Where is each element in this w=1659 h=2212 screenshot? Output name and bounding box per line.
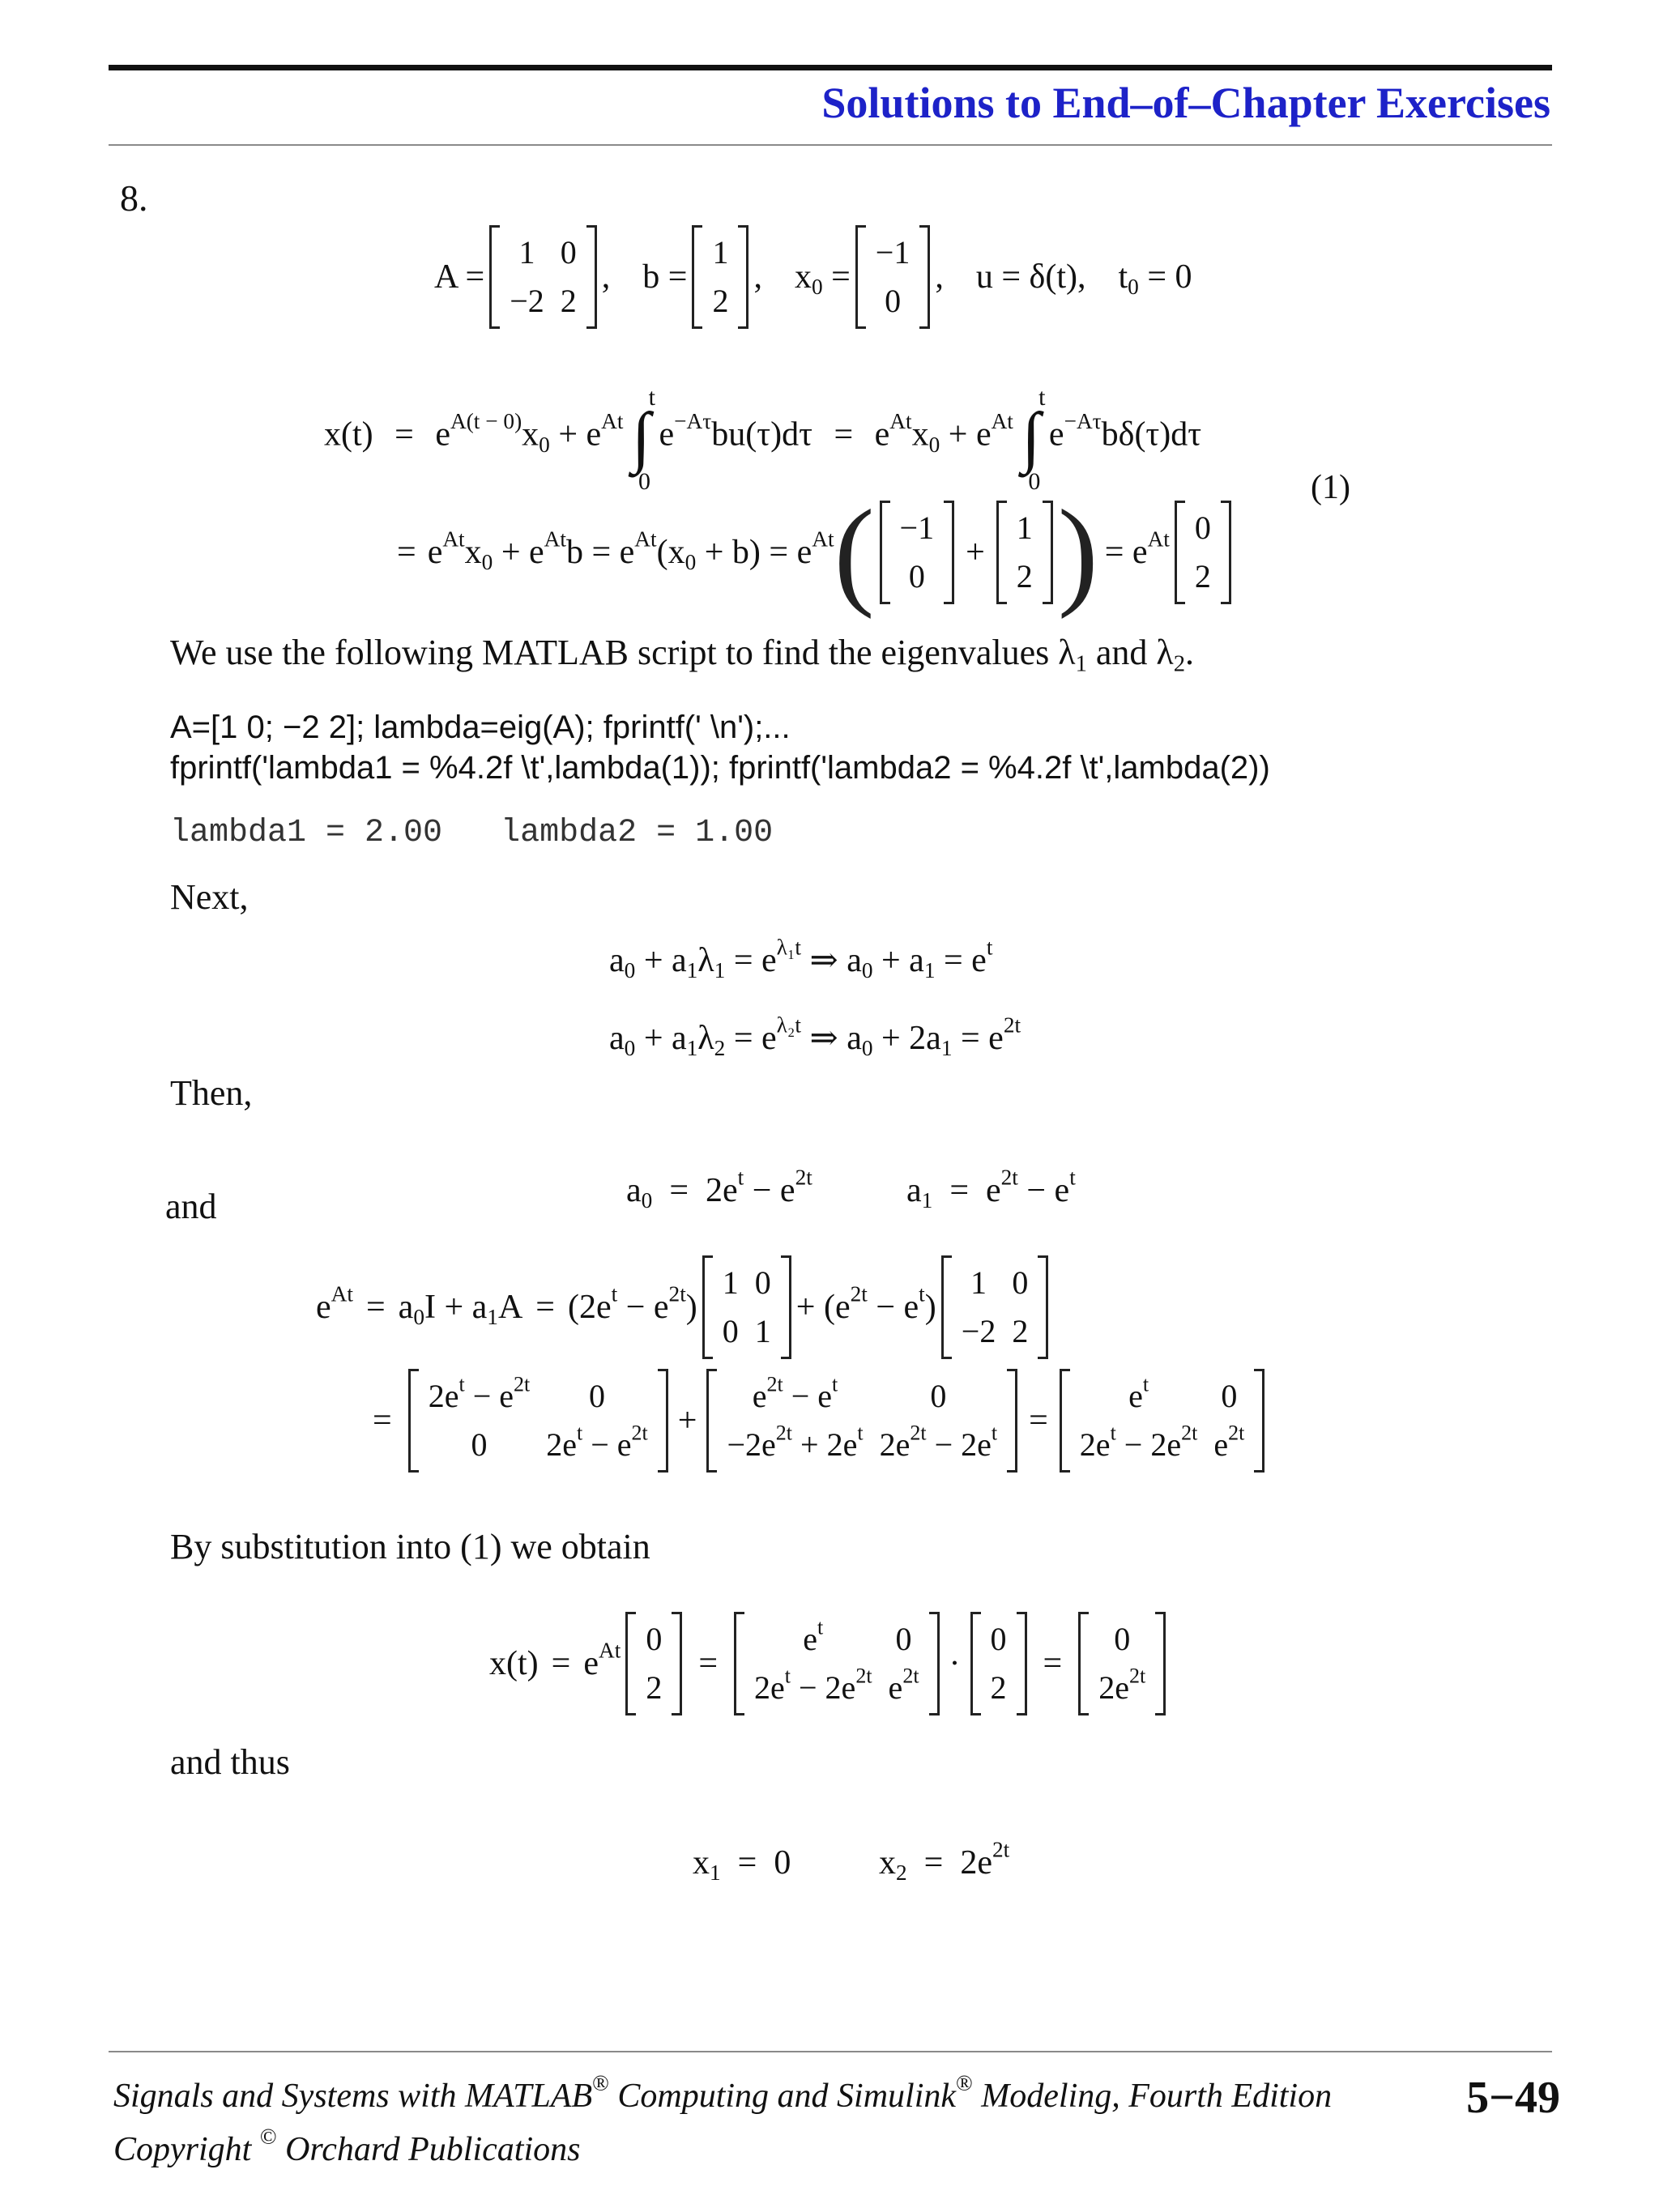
cell: $2e^t - 2e^{2t}$	[1079, 1421, 1198, 1463]
sup: At	[889, 409, 912, 434]
cell: 2	[990, 1669, 1007, 1706]
copyright-line: Copyright © Orchard Publications	[113, 2124, 581, 2168]
cell: 1	[1016, 509, 1033, 546]
cell: $2e^{2t}$	[1098, 1664, 1146, 1706]
vector-result	[1078, 1612, 1166, 1715]
equals: =	[397, 534, 416, 571]
x2-result: $x_2 = 2e^{2t}$	[879, 1837, 1010, 1886]
sup: A(t − 0)	[450, 409, 522, 434]
sup: At	[991, 409, 1013, 434]
term: x	[522, 416, 539, 454]
input-u: u = δ(t),	[975, 258, 1086, 296]
cell: 0	[885, 283, 902, 319]
equals: =	[1029, 1402, 1048, 1439]
cell: 2	[712, 283, 729, 319]
term: bδ(τ)dτ	[1101, 416, 1202, 454]
x-solution	[489, 1612, 1171, 1715]
thus-label: and thus	[170, 1742, 290, 1782]
equals: =	[834, 416, 854, 454]
vector-m2	[996, 501, 1053, 604]
integral-sign: ∫ t 0	[1021, 384, 1046, 495]
cell: $e^{2t}$	[1213, 1421, 1245, 1463]
lower-limit: 0	[1028, 468, 1041, 495]
cell: $2e^t - 2e^{2t}$	[754, 1664, 872, 1706]
expr: $a_0I + a_1A$	[398, 1289, 523, 1330]
lhs: $e^{At}$	[316, 1281, 353, 1326]
cell: $e^{2t}$	[888, 1664, 919, 1706]
cell: $e^t$	[1128, 1372, 1149, 1414]
identity-matrix	[702, 1255, 791, 1359]
sub: 0	[928, 432, 940, 457]
x0-label: $x_0$ =	[794, 258, 851, 300]
matrix-A	[489, 225, 597, 329]
term: + e	[948, 416, 992, 454]
cell: 0	[589, 1378, 605, 1414]
matlab-output: lambda1 = 2.00 lambda2 = 1.00	[170, 815, 774, 851]
cell: 1	[518, 234, 535, 271]
header-rule	[109, 65, 1552, 70]
cell: −1	[899, 509, 935, 546]
equals: =	[394, 416, 414, 454]
code-line-1: A=[1 0; −2 2]; lambda=eig(A); fprintf(' \n');...	[170, 710, 791, 745]
term: + e	[558, 416, 602, 454]
next-eq-1: $a_0 + a_1\lambda_1 = e^{\lambda_1t}$ ⇒ $a_0 + a_1 = e^t$	[609, 935, 993, 983]
eq1-line2: = $e^{At}x_0 + e^{At}b = e^{At}(x_0 + b) = e^{At}$ ( −1 0 + 1 2 ) = $e^{At}$ 0 2	[397, 501, 1236, 604]
cell: $2e^t - e^{2t}$	[546, 1421, 648, 1463]
vector-b	[692, 225, 748, 329]
next-label: Next,	[170, 877, 249, 917]
chapter-title: Solutions to End–of–Chapter Exercises	[821, 79, 1550, 127]
expr: $(2e^t - e^{2t})$	[567, 1281, 697, 1326]
cell: 0	[722, 1313, 739, 1349]
cell: $2e^{2t} - 2e^t$	[879, 1421, 998, 1463]
eq1-label: (1)	[1311, 469, 1350, 506]
dot: ·	[949, 1645, 961, 1682]
equals: =	[373, 1402, 392, 1439]
footer-divider	[109, 2051, 1552, 2052]
substitution-text: By substitution into (1) we obtain	[170, 1527, 650, 1566]
expr: $e^{At}$	[583, 1638, 621, 1682]
cell: 2	[560, 283, 577, 319]
eq1-line1	[324, 384, 1202, 495]
cell: 0	[646, 1621, 663, 1657]
cell: 1	[712, 234, 729, 271]
cell: 2	[1016, 558, 1033, 595]
cell: 2	[1012, 1313, 1029, 1349]
cell: 0	[471, 1426, 488, 1463]
cell: 0	[1012, 1264, 1029, 1301]
cell: −2	[961, 1313, 996, 1349]
equals: =	[365, 1289, 386, 1326]
integral-sign: ∫ t 0	[631, 384, 655, 495]
term: bu(τ)dτ	[711, 416, 812, 454]
plus: +	[966, 534, 985, 571]
lhs: x(t)	[324, 416, 373, 454]
cell: 0	[560, 234, 577, 271]
matrix-M2	[706, 1369, 1017, 1473]
cell: 0	[895, 1621, 912, 1657]
a1-eq: $a_1 = e^{2t} - e^t$	[906, 1165, 1076, 1213]
and-label: and	[165, 1187, 217, 1226]
term: x	[911, 416, 929, 454]
vector-v2	[970, 1612, 1027, 1715]
book-title: Signals and Systems with MATLAB® Computing and Simulink® Modeling, Fourth Edition	[113, 2070, 1333, 2115]
next-eq-2: $a_0 + a_1\lambda_2 = e^{\lambda_2t}$ ⇒ $a_0 + 2a_1 = e^{2t}$	[609, 1012, 1021, 1061]
term: e	[874, 416, 890, 454]
cell: 0	[1221, 1378, 1238, 1414]
lhs: x(t)	[489, 1645, 539, 1682]
cell: $e^{2t} - e^t$	[752, 1372, 838, 1414]
problem-number: 8.	[120, 177, 148, 219]
cell: 2	[1194, 558, 1211, 595]
cell: 0	[990, 1621, 1007, 1657]
t0: $t_0 = 0$	[1118, 258, 1192, 300]
eAt-row-2	[373, 1369, 1269, 1473]
page-number: 5−49	[1466, 2073, 1560, 2123]
plus: +	[677, 1402, 697, 1439]
code-line-2: fprintf('lambda1 = %4.2f \t',lambda(1)); fprintf('lambda2 = %4.2f \t',lambda(2))	[170, 750, 1270, 786]
given-line	[434, 225, 1192, 329]
A-label: A =	[434, 258, 485, 296]
expr: + $(e^{2t} - e^t)$	[795, 1281, 936, 1326]
a0-eq: $a_0 = 2e^t - e^{2t}$	[626, 1165, 812, 1213]
sub: 0	[539, 432, 550, 457]
vector-m3	[1175, 501, 1231, 604]
cell: 1	[754, 1313, 771, 1349]
term: e	[435, 416, 450, 454]
x1-result: $x_1 = 0$	[693, 1844, 791, 1886]
upper-limit: t	[648, 384, 655, 411]
cell: $-2e^{2t} + 2e^t$	[727, 1421, 864, 1463]
eigen-text: We use the following MATLAB script to find the eigenvalues $\lambda_1$ and $\lambda_2$.	[170, 633, 1195, 677]
matrix-M1	[408, 1369, 668, 1473]
cell: $2e^t - e^{2t}$	[428, 1372, 531, 1414]
cell: 2	[646, 1669, 663, 1706]
eAt-row-1	[316, 1255, 1053, 1359]
then-label: Then,	[170, 1073, 253, 1113]
cell: 1	[970, 1264, 987, 1301]
equals: =	[551, 1645, 571, 1682]
expr: = $e^{At}$	[1104, 526, 1170, 571]
cell: 0	[930, 1378, 947, 1414]
comma: ,	[935, 258, 944, 296]
cell: 0	[1194, 509, 1211, 546]
term: e	[659, 416, 675, 454]
term: e	[1048, 416, 1064, 454]
lower-limit: 0	[638, 468, 650, 495]
cell: −2	[510, 283, 544, 319]
equals: =	[1043, 1645, 1063, 1682]
equals: =	[535, 1289, 555, 1326]
expr: $e^{At}x_0 + e^{At}b = e^{At}(x_0 + b) = e^{At}$	[427, 526, 834, 575]
comma: ,	[753, 258, 762, 296]
comma: ,	[601, 258, 611, 296]
cell: 0	[1114, 1621, 1131, 1657]
vector-m1	[880, 501, 955, 604]
cell: 0	[908, 558, 925, 595]
sup: −Aτ	[674, 409, 712, 434]
cell: 0	[754, 1264, 771, 1301]
equals: =	[698, 1645, 718, 1682]
cell: 1	[722, 1264, 739, 1301]
matrix-eAt	[734, 1612, 940, 1715]
upper-limit: t	[1038, 384, 1046, 411]
vector-x0	[855, 225, 931, 329]
cell: −1	[875, 234, 911, 271]
cell: $e^t$	[803, 1615, 824, 1657]
matrix-M3	[1060, 1369, 1265, 1473]
sup: −Aτ	[1064, 409, 1102, 434]
header-divider	[109, 144, 1552, 146]
matrix-A-copy	[941, 1255, 1049, 1359]
sup: At	[601, 409, 624, 434]
b-label: b =	[642, 258, 688, 296]
vector-v1	[625, 1612, 682, 1715]
